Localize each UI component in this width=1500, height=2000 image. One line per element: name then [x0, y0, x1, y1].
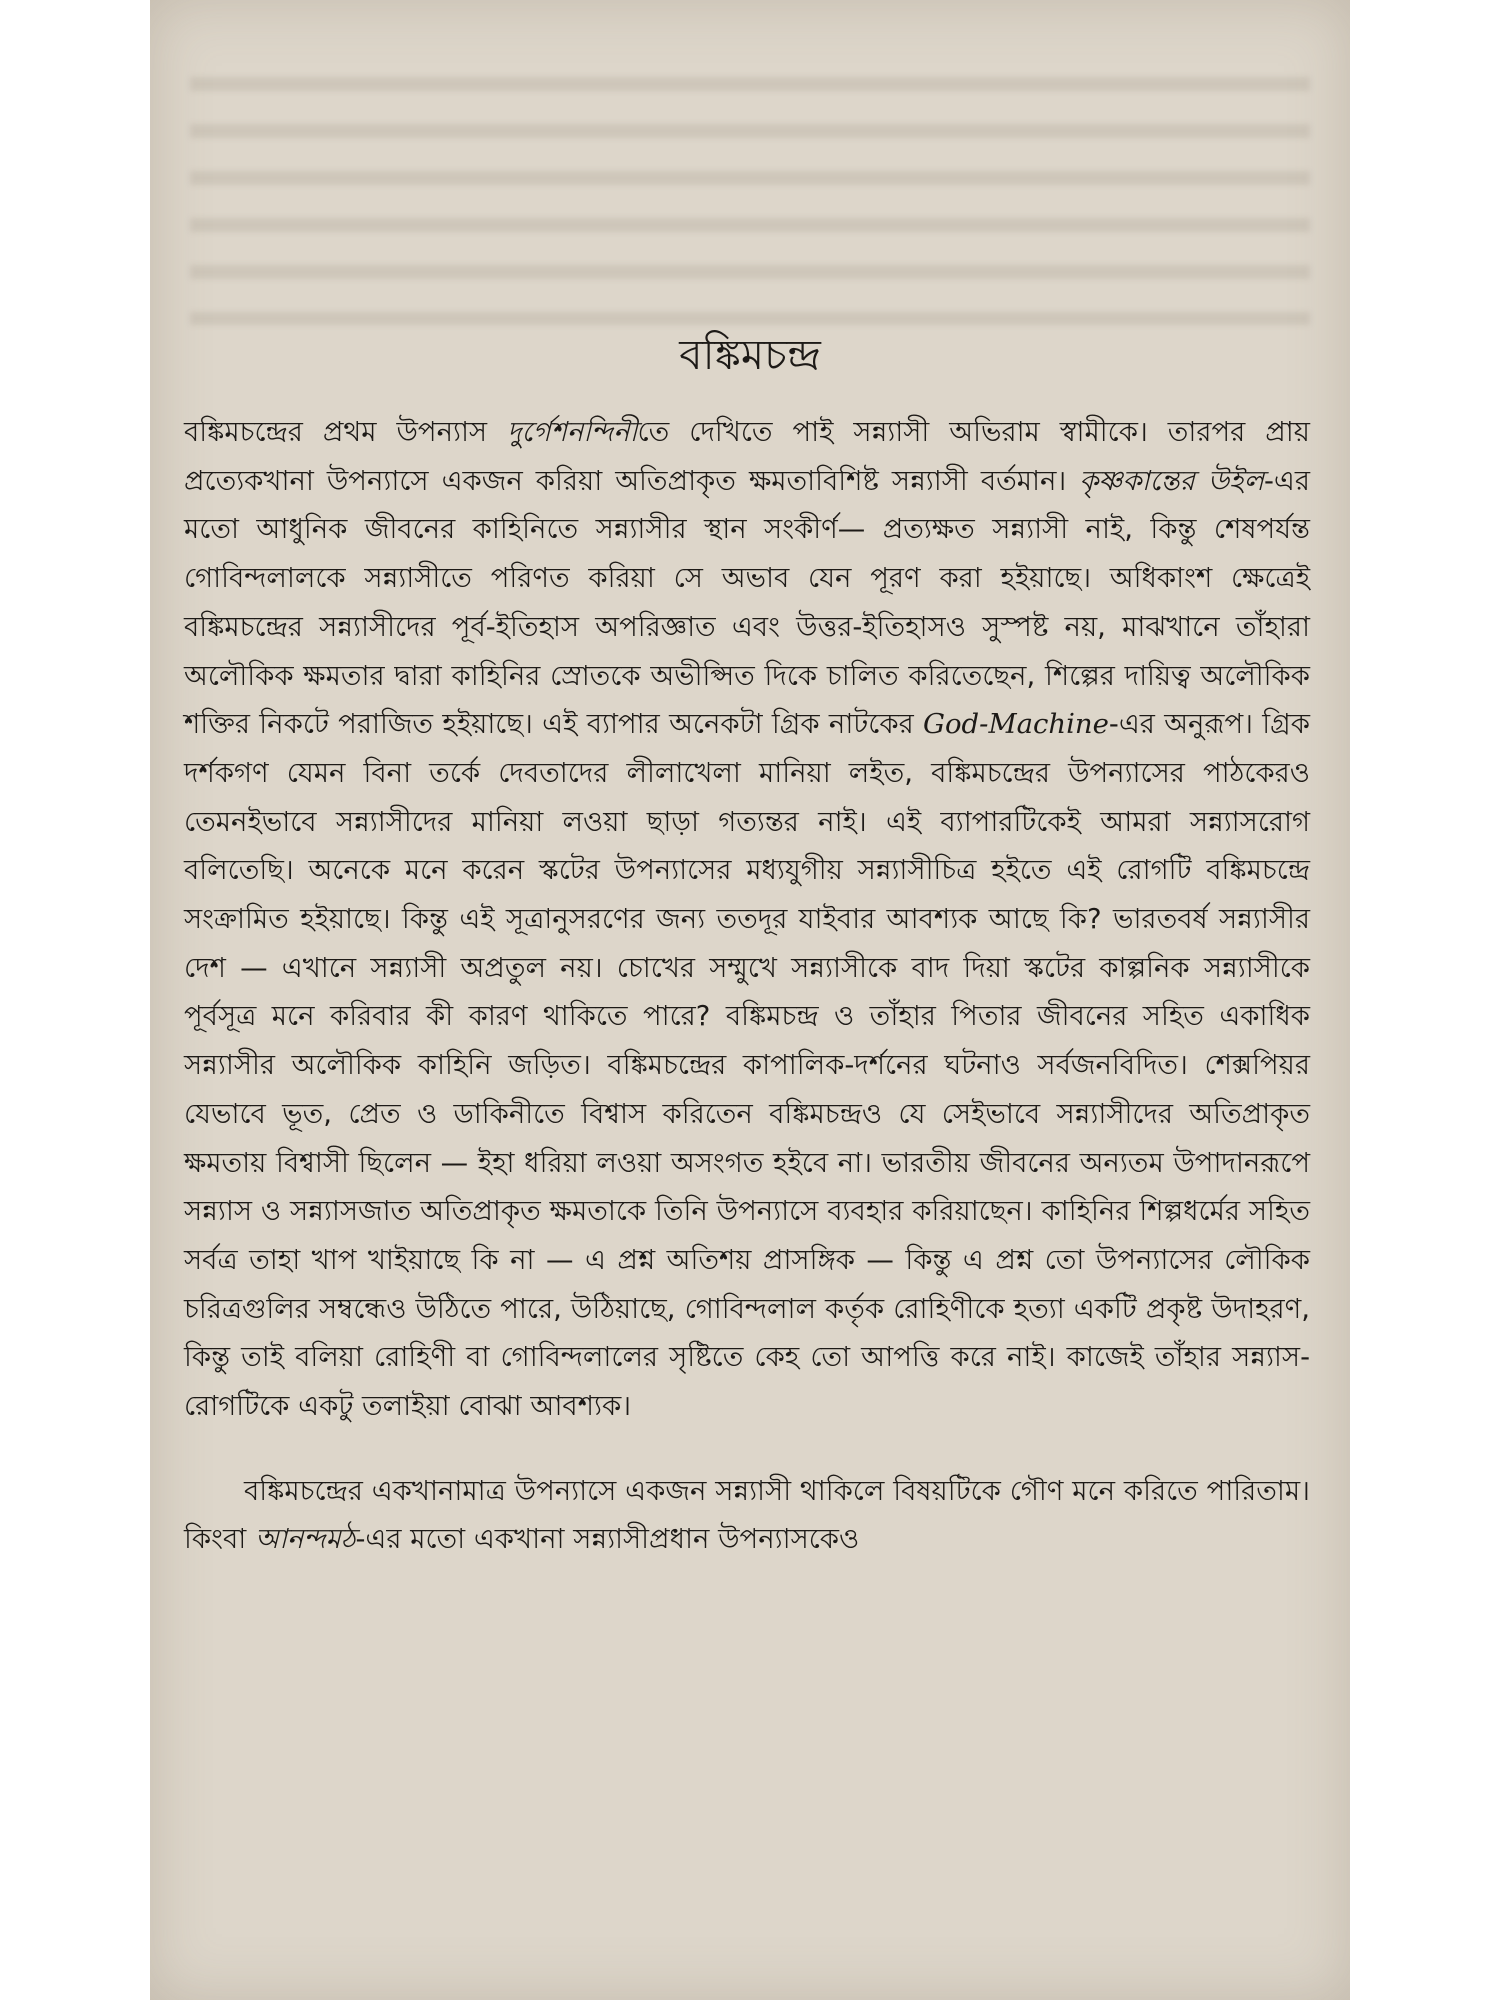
novel-title-anandamath: আনন্দমঠ [254, 1523, 356, 1556]
novel-title-krishnakanter-will: কৃষ্ণকান্তের উইল [1079, 464, 1264, 497]
paragraph-1-text-2: তে দেখিতে পাই সন্ন্যাসী অভিরাম স্বামীকে। তারপর প্রায় প্রত্যেকখানা উপন্যাসে একজন করিয়া অতিপ্রাকৃত ক্ষমতাবিশিষ্ট সন্ন্যাসী বর্তমান। [184, 416, 1310, 497]
paragraph-2-text-1: বঙ্কিমচন্দ্রের একখানামাত্র উপন্যাসে একজন সন্ন্যাসী থাকিলে বিষয়টিকে গৌণ মনে করিতে পারিতাম। কিংবা [184, 1474, 1310, 1556]
term-god-machine: God-Machine [923, 708, 1109, 741]
paragraph-1 [184, 408, 1310, 1431]
paragraph-1-text-3: -এর মতো আধুনিক জীবনের কাহিনিতে সন্ন্যাসীর স্থান সংকীর্ণ— প্রত্যক্ষত সন্ন্যাসী নাই, কিন্তু শেষপর্যন্ত গোবিন্দলালকে সন্ন্যাসীতে পরিণত করিয়া সে অভাব যেন পূরণ করা হইয়াছে। অধিকাংশ ক্ষেত্রেই বঙ্কিমচন্দ্রের সন্ন্যাসীদের পূর্ব-ইতিহাস অপরিজ্ঞাত এবং উত্তর-ইতিহাসও সুস্পষ্ট নয়, মাঝখানে তাঁহারা অলৌকিক ক্ষমতার দ্বারা কাহিনির স্রোতকে অভীপ্সিত দিকে চালিত করিতেছেন, শিল্পের দায়িত্ব অলৌকিক শক্তির নিকটে পরাজিত হইয়াছে। এই ব্যাপার অনেকটা গ্রিক নাটকের [184, 464, 1310, 741]
paragraph-1-text-4: -এর অনুরূপ। গ্রিক দর্শকগণ যেমন বিনা তর্কে দেবতাদের লীলাখেলা মানিয়া লইত, বঙ্কিমচন্দ্রের উপন্যাসের পাঠকেরও তেমনইভাবে সন্ন্যাসীদের মানিয়া লওয়া ছাড়া গত্যন্তর নাই। এই ব্যাপারটিকেই আমরা সন্ন্যাসরোগ বলিতেছি। অনেকে মনে করেন স্কটের উপন্যাসের মধ্যযুগীয় সন্ন্যাসীচিত্র হইতে এই রোগটি বঙ্কিমচন্দ্রে সংক্রামিত হইয়াছে। কিন্তু এই সূত্রানুসরণের জন্য ততদূর যাইবার আবশ্যক আছে কি? ভারতবর্ষ সন্ন্যাসীর দেশ — এখানে সন্ন্যাসী অপ্রতুল নয়। চোখের সম্মুখে সন্ন্যাসীকে বাদ দিয়া স্কটের কাল্পনিক সন্ন্যাসীকে পূর্বসূত্র মনে করিবার কী কারণ থাকিতে পারে? বঙ্কিমচন্দ্র ও তাঁহার পিতার জীবনের সহিত একাধিক সন্ন্যাসীর অলৌকিক কাহিনি জড়িত। বঙ্কিমচন্দ্রের কাপালিক-দর্শনের ঘটনাও সর্বজনবিদিত। শেক্সপিয়র যেভাবে ভূত, প্রেত ও ডাকিনীতে বিশ্বাস করিতেন বঙ্কিমচন্দ্রও যে সেইভাবে সন্ন্যাসীদের অতিপ্রাকৃত ক্ষমতায় বিশ্বাসী ছিলেন — ইহা ধরিয়া লওয়া অসংগত হইবে না। ভারতীয় জীবনের অন্যতম উপাদানরূপে সন্ন্যাস ও সন্ন্যাসজাত অতিপ্রাকৃত ক্ষমতাকে তিনি উপন্যাসে ব্যবহার করিয়াছেন। কাহিনির শিল্পধর্মের সহিত সর্বত্র তাহা খাপ খাইয়াছে কি না — এ প্রশ্ন অতিশয় প্রাসঙ্গিক — কিন্তু এ প্রশ্ন তো উপন্যাসের লৌকিক চরিত্রগুলির সম্বন্ধেও উঠিতে পারে, উঠিয়াছে, গোবিন্দলাল কর্তৃক রোহিণীকে হত্যা একটি প্রকৃষ্ট উদাহরণ, কিন্তু তাই বলিয়া রোহিণী বা গোবিন্দলালের সৃষ্টিতে কেহ তো আপত্তি করে নাই। কাজেই তাঁহার সন্ন্যাস-রোগটিকে একটু তলাইয়া বোঝা আবশ্যক। [184, 708, 1310, 1423]
paragraph-1-text-1: বঙ্কিমচন্দ্রের প্রথম উপন্যাস [184, 416, 508, 448]
bleed-through-text [190, 55, 1310, 325]
paragraph-2-text-2: -এর মতো একখানা সন্ন্যাসীপ্রধান উপন্যাসকেও [355, 1523, 860, 1556]
novel-title-durgeshnandini: দুর্গেশনন্দিনী [507, 416, 638, 448]
book-page [150, 0, 1350, 2000]
chapter-body [184, 408, 1310, 1564]
chapter-heading: বঙ্কিমচন্দ্র [679, 330, 821, 379]
paragraph-2 [184, 1467, 1310, 1564]
